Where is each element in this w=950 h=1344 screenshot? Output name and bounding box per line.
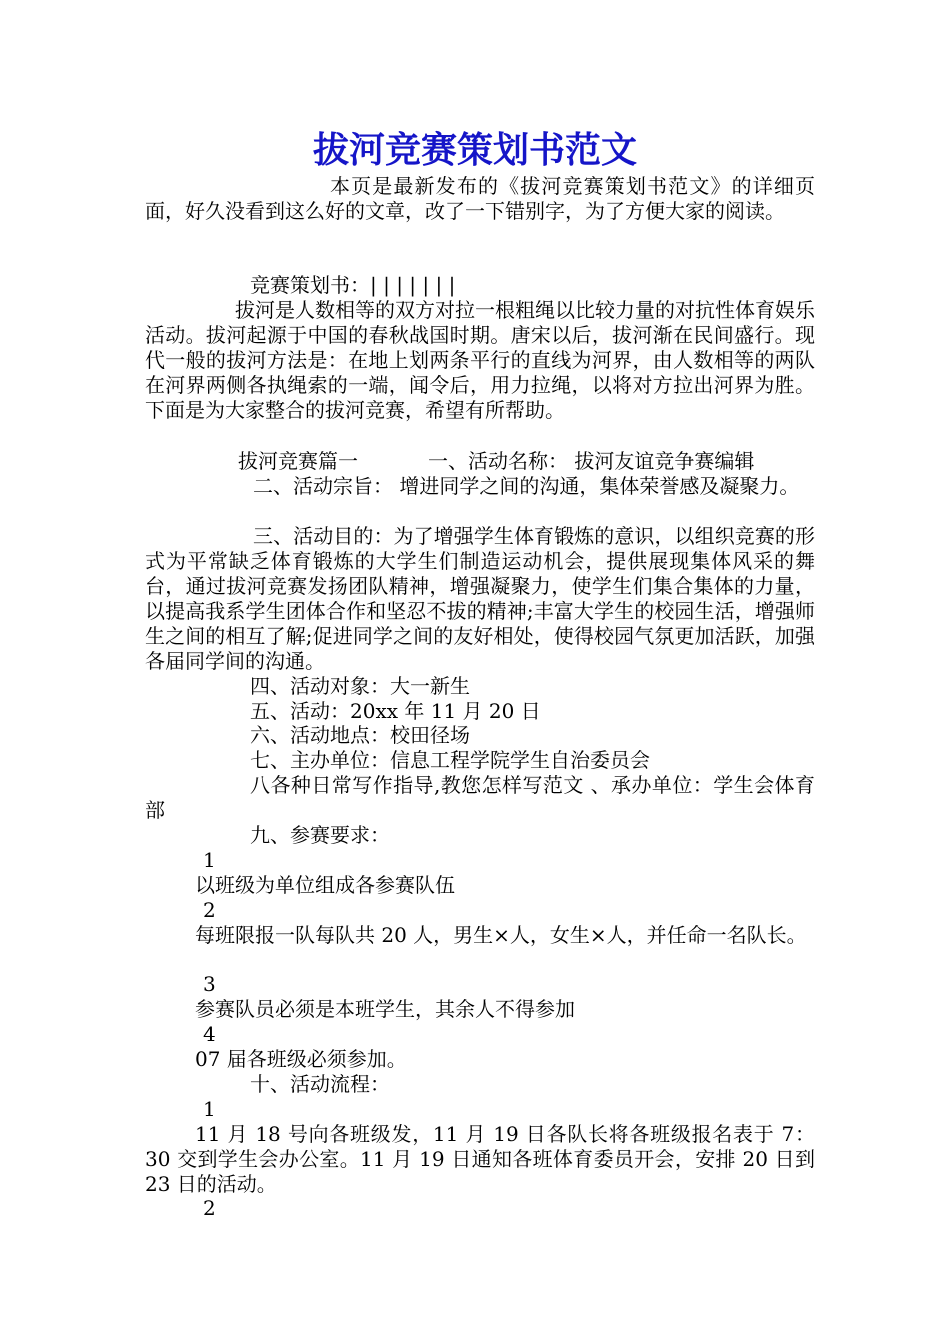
item-co-organizer: 八各种日常写作指导,教您怎样写范文 、承办单位：学生会体育部	[145, 773, 815, 822]
list-number: 4	[203, 1022, 216, 1046]
list-item: 每班限报一队每队共 20 人，男生×人，女生×人，并任命一名队长。	[195, 923, 807, 947]
item-activity-goal: 三、活动目的：为了增强学生体育锻炼的意识，以组织竞赛的形式为平常缺乏体育锻炼的大学生们制造运动机会，提供展现集体风采的舞台，通过拔河竞赛发扬团队精神，增强凝聚力，使学生们集合集体的力量，以提高我系学生团体合作和坚忍不拔的精神;丰富大学生的校园生活，增强师生之间的相互了解;促进同学之间的友好相处，使得校园气氛更加活跃，加强各届同学间的沟通。	[145, 524, 815, 673]
item-location: 六、活动地点：校田径场	[250, 723, 470, 747]
list-item: 参赛队员必须是本班学生，其余人不得参加	[195, 997, 575, 1021]
section-heading: 竞赛策划书：| | | | | | |	[250, 273, 456, 297]
item-process: 十、活动流程：	[250, 1072, 390, 1096]
list-number: 2	[203, 898, 216, 922]
document-title: 拔河竞赛策划书范文	[312, 129, 637, 171]
list-number: 3	[203, 972, 216, 996]
item-date: 五、活动：20xx 年 11 月 20 日	[250, 699, 541, 723]
list-item: 11 月 18 号向各班级发，11 月 19 日各队长将各班级报名表于 7：30 交到学生会办公室。11 月 19 日通知各班体育委员开会，安排 20 日到 23 日的活动。	[145, 1122, 815, 1196]
item-activity-purpose: 二、活动宗旨： 增进同学之间的沟通，集体荣誉感及凝聚力。	[253, 474, 800, 498]
intro-body-paragraph: 拔河是人数相等的双方对拉一根粗绳以比较力量的对抗性体育娱乐活动。拔河起源于中国的春秋战国时期。唐宋以后，拔河渐在民间盛行。现代一般的拔河方法是：在地上划两条平行的直线为河界，由人数相等的两队在河界两侧各执绳索的一端，闻令后，用力拉绳，以将对方拉出河界为胜。下面是为大家整合的拔河竞赛，希望有所帮助。	[145, 298, 815, 422]
item-activity-name: 一、活动名称： 拔河友谊竞争赛编辑	[428, 449, 755, 473]
item-target: 四、活动对象：大一新生	[250, 674, 470, 698]
list-item: 以班级为单位组成各参赛队伍	[195, 873, 455, 897]
list-number: 2	[203, 1196, 216, 1220]
item-requirements: 九、参赛要求：	[250, 823, 390, 847]
list-number: 1	[203, 1097, 216, 1121]
item-organizer: 七、主办单位：信息工程学院学生自治委员会	[250, 748, 650, 772]
intro-paragraph: 本页是最新发布的《拔河竞赛策划书范文》的详细页面，好久没看到这么好的文章，改了一下错别字，为了方便大家的阅读。	[145, 174, 815, 223]
section-label: 拔河竞赛篇一	[238, 449, 358, 473]
list-number: 1	[203, 848, 216, 872]
list-item: 07 届各班级必须参加。	[195, 1047, 407, 1071]
